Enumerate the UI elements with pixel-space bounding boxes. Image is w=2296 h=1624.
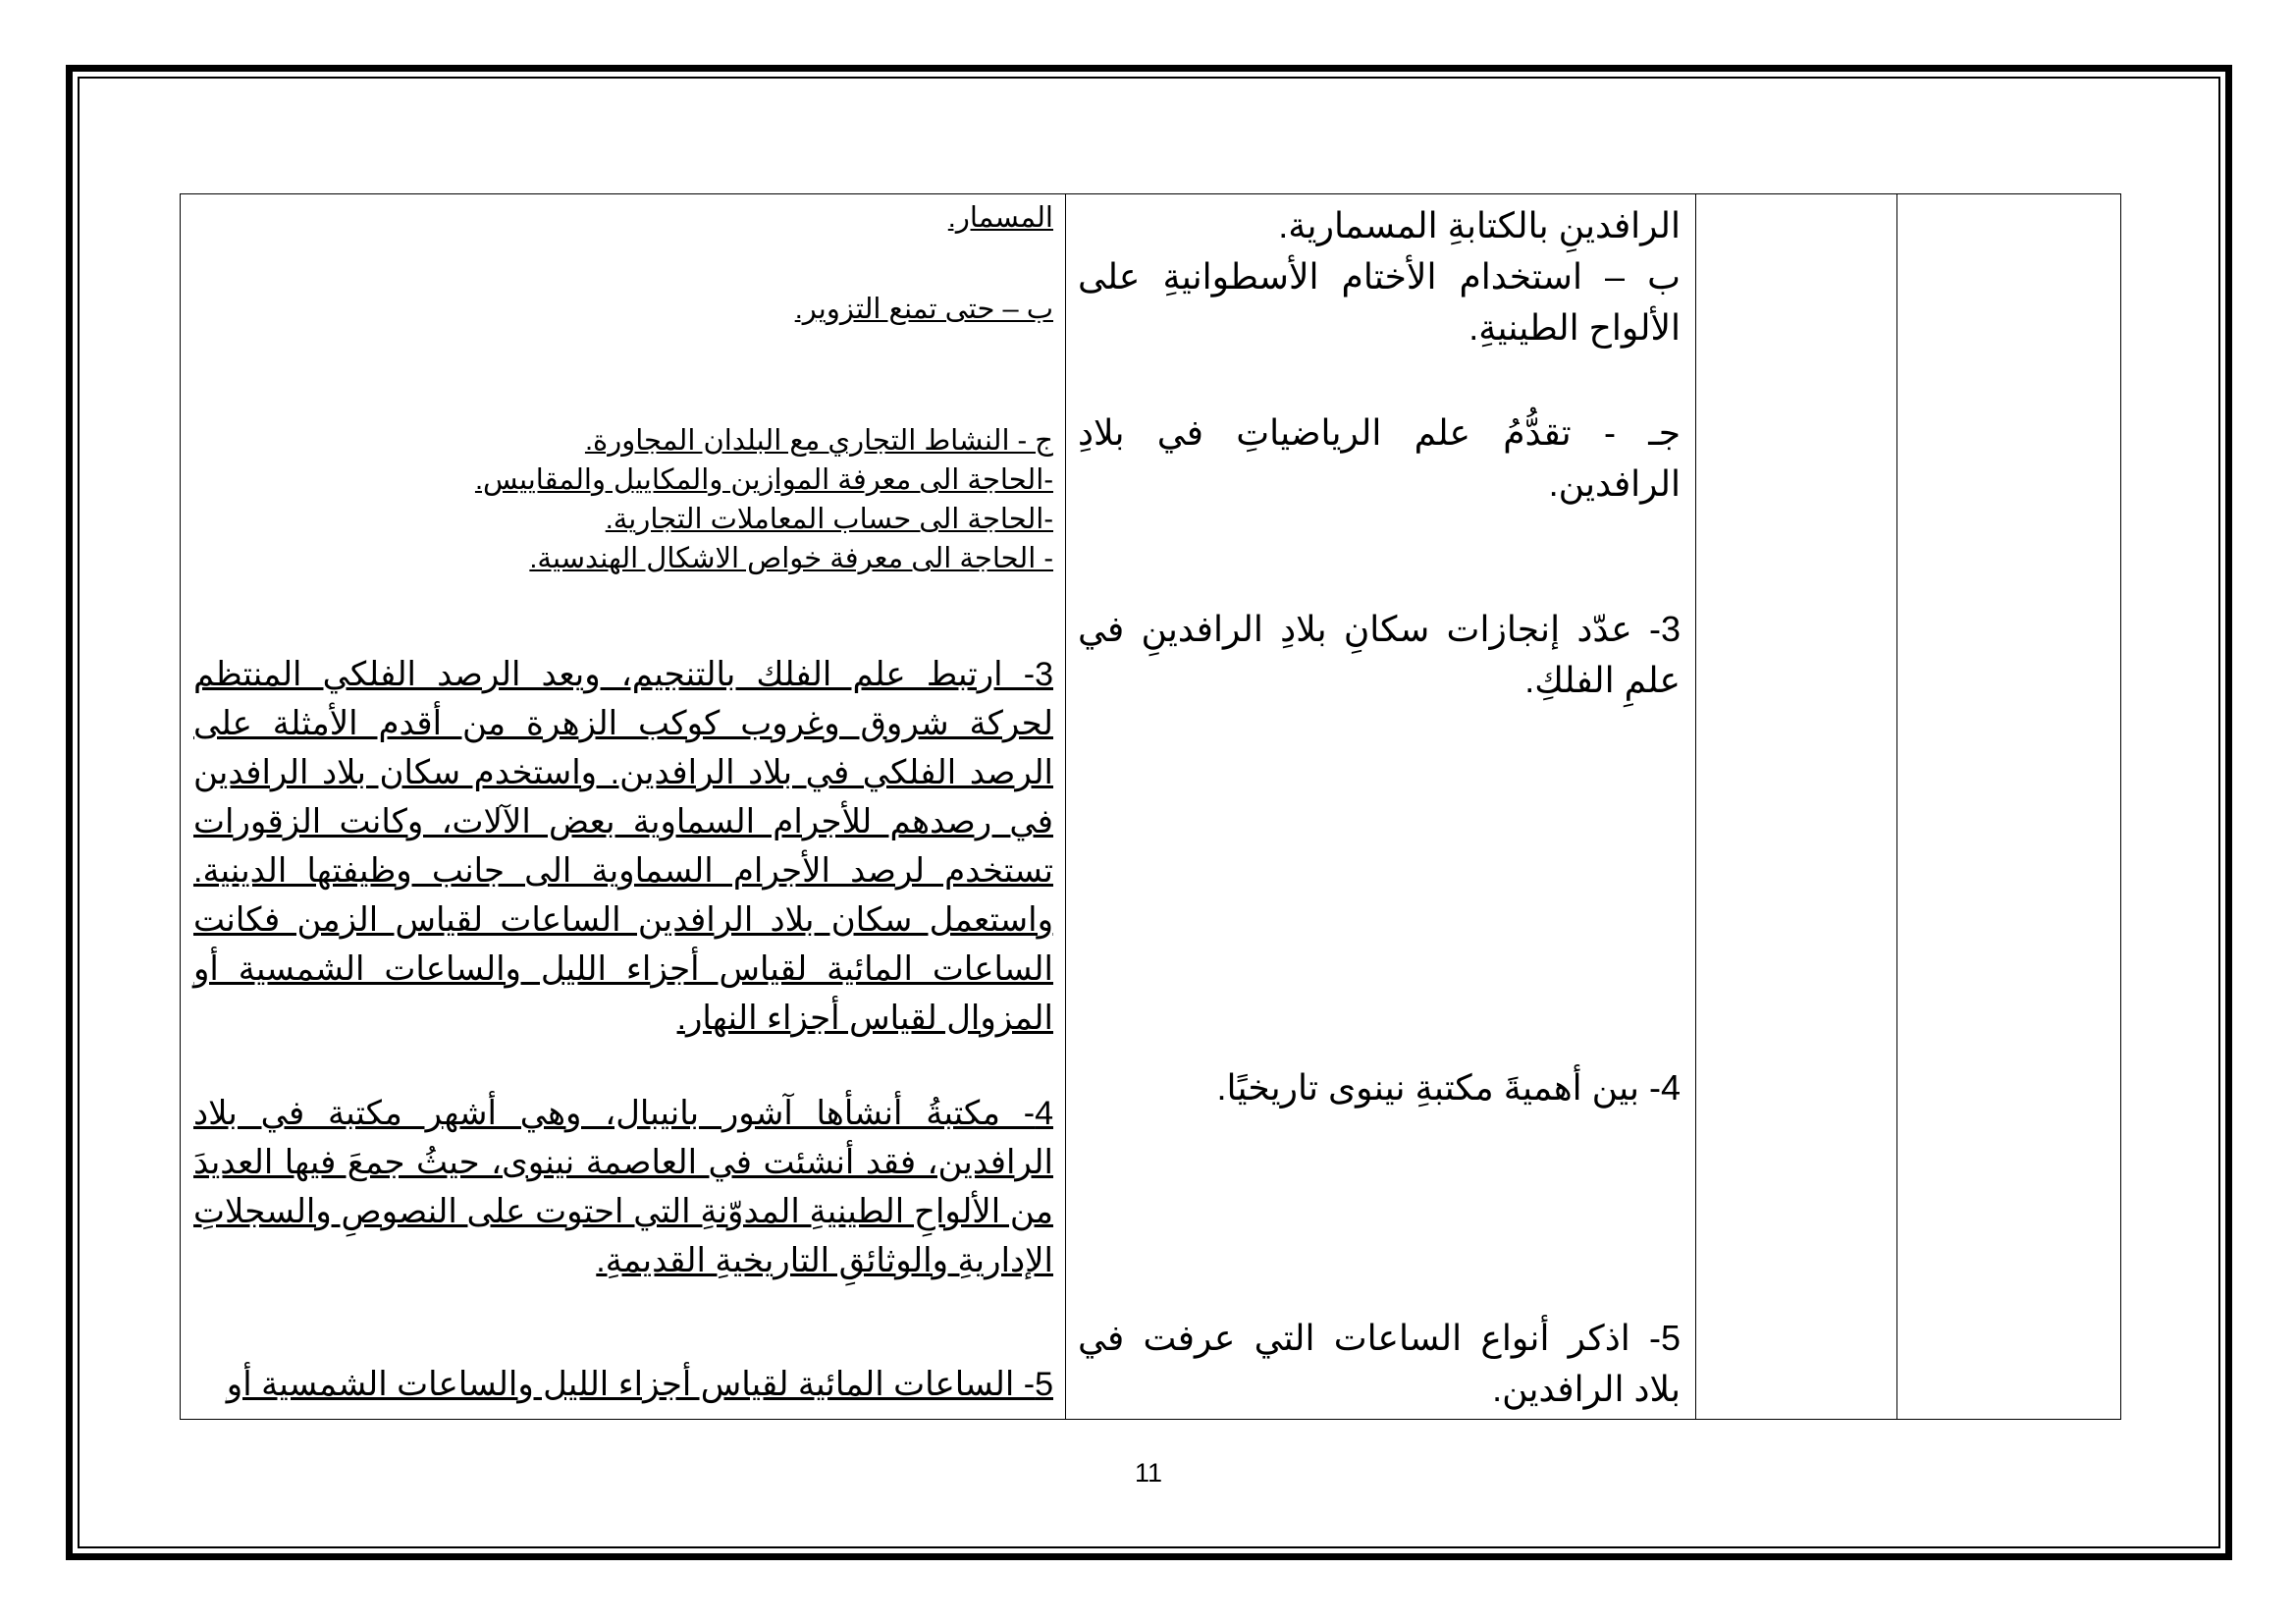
question-5: 5- اذكر أنواع الساعات التي عرفت في بلاد الرافدين. bbox=[1078, 1318, 1681, 1409]
question-3: 3- عدّد إنجازات سكانِ بلادِ الرافدينِ في علمِ الفلكِ. bbox=[1078, 609, 1681, 700]
table-divider-col3-col4 bbox=[1896, 193, 1897, 1420]
answer-b: ب – حتى تمنع التزوير. bbox=[794, 294, 1053, 325]
table-divider-question-col3 bbox=[1695, 193, 1696, 1420]
question-b: ب – استخدام الأختام الأسطوانيةِ على الألواح الطينيةِ. bbox=[1078, 256, 1681, 348]
answer-3: 3- ارتبط علم الفلك بالتنجيم، ويعد الرصد الفلكي المنتظم لحركة شروق وغروب كوكب الزهرة من أقدم الأمثلة على الرصد الفلكي في بلاد الرافدين. واستخدم سكان بلاد الرافدين في رصدهم للأجرام السماوية بعض الآلات، وكانت الزقورات تستخدم لرصد الأجرام السماوية الى جانب وظيفتها الدينية. واستعمل سكان بلاد الرافدين الساعات لقياس الزمن فكانت الساعات المائية لقياس أجزاء الليل والساعات الشمسية أو المزوال لقياس أجزاء النهار. bbox=[193, 656, 1053, 1037]
answer-nail: المسمار. bbox=[947, 202, 1053, 234]
table-divider-answer-question bbox=[1065, 193, 1066, 1420]
answer-c-line3: -الحاجة الى حساب المعاملات التجارية. bbox=[605, 504, 1053, 535]
question-c: جـ - تقدُّمُ علم الرياضياتِ في بلادِ الرافدين. bbox=[1078, 412, 1681, 504]
question-b-continued: الرافدينِ بالكتابةِ المسمارية. bbox=[1278, 205, 1681, 245]
answer-c-line1: ج - النشاط التجاري مع البلدان المجاورة. bbox=[584, 425, 1053, 457]
answer-4: 4- مكتبةُ أنشأها آشور بانيبال، وهي أشهر مكتبة في بلاد الرافدين، فقد أنشئت في العاصمة نينوى، حيثُ جمعَ فيها العديدَ من الألواحِ الطينيةِ المدوّنةِ التي احتوت على النصوصِ والسجلاتِ الإداريةِ والوثائقِ التاريخيةِ القديمةِ. bbox=[193, 1095, 1053, 1279]
page-number: 11 bbox=[1134, 1458, 1163, 1488]
answer-c-line2: -الحاجة الى معرفة الموازين والمكاييل والمقاييس. bbox=[474, 464, 1053, 496]
answer-5: 5- الساعات المائية لقياس أجزاء الليل والساعات الشمسية أو bbox=[226, 1366, 1053, 1403]
answer-c-line4: - الحاجة الى معرفة خواص الاشكال الهندسية. bbox=[529, 543, 1053, 574]
question-4: 4- بين أهميةَ مكتبةِ نينوى تاريخيًا. bbox=[1216, 1067, 1681, 1108]
